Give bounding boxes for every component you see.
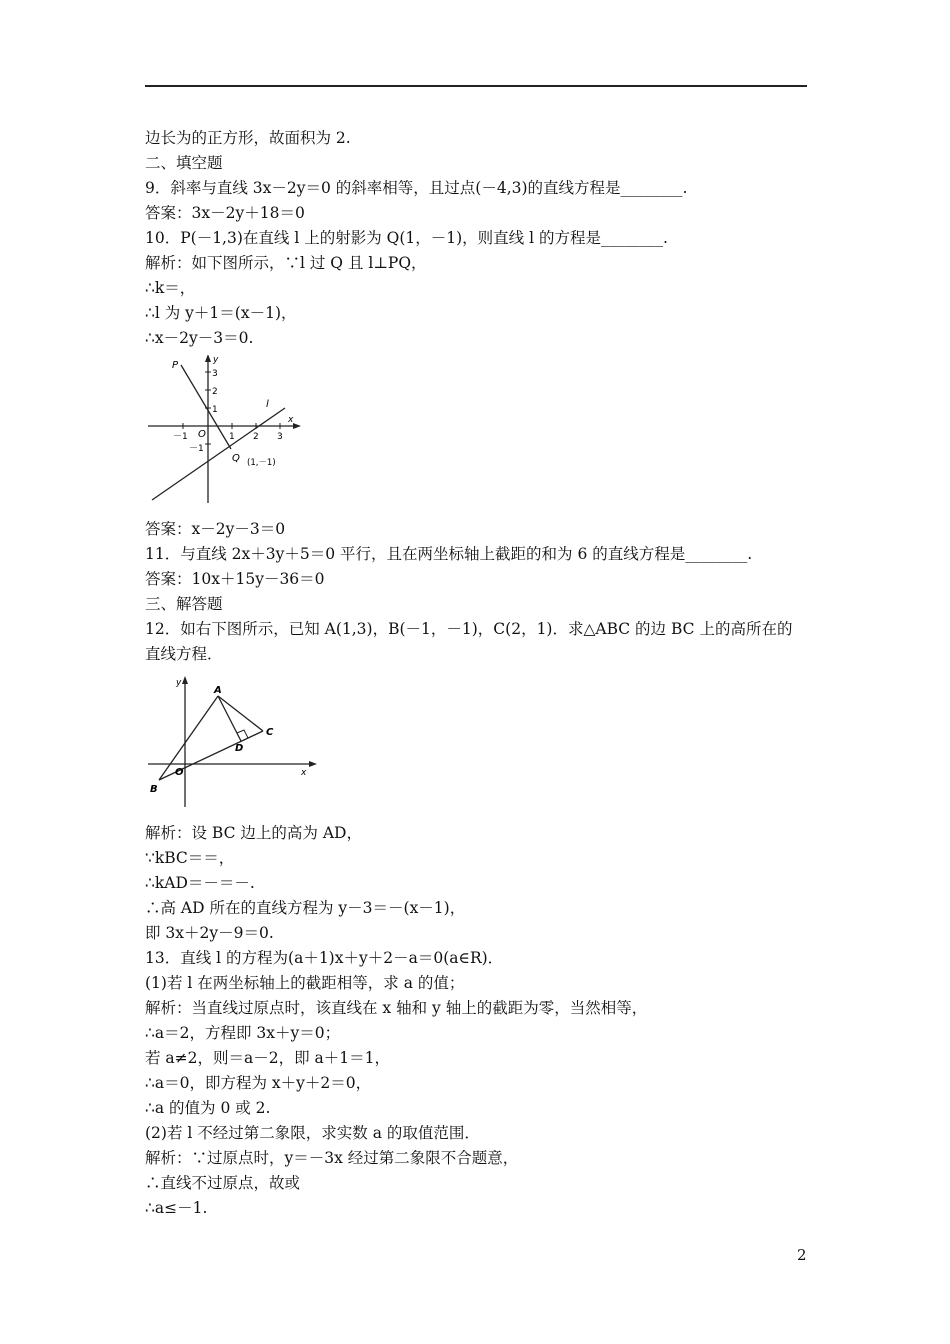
tick-label-xn1: －1: [173, 432, 188, 442]
y-axis-arrow: [182, 676, 188, 684]
label-x: x: [288, 415, 294, 425]
question-11: 11．与直线 2x＋3y＋5＝0 平行，且在两坐标轴上截距的和为 6 的直线方程是________.: [145, 545, 753, 563]
answer-9: 答案：3x－2y＋18＝0: [145, 204, 305, 222]
label-d: D: [235, 743, 244, 754]
x-axis-arrow: [309, 761, 317, 767]
tick-label-x3: 3: [277, 432, 283, 442]
question-9: 9．斜率与直线 3x－2y＝0 的斜率相等，且过点(－4,3)的直线方程是________.: [145, 179, 688, 197]
tick-label-y2: 2: [212, 387, 218, 397]
tick-label-yn1: －1: [189, 444, 204, 454]
side-ab: [159, 696, 218, 780]
analysis-10-line4: ∴x－2y－3＝0.: [145, 329, 254, 347]
page-number: 2: [797, 1246, 807, 1264]
altitude-ad: [218, 696, 241, 741]
figure-line-l-diagram: [145, 355, 305, 507]
analysis-13-2-line3: ∴a≤－1.: [145, 1199, 208, 1217]
tick-label-y3: 3: [212, 369, 218, 379]
line-l: [152, 408, 285, 500]
analysis-13-1-line4: ∴a＝0，即方程为 x＋y＋2＝0，: [145, 1074, 372, 1092]
analysis-13-1-line5: ∴a 的值为 0 或 2.: [145, 1099, 271, 1117]
page-content: [145, 126, 807, 1221]
question-12: 12．如右下图所示，已知 A(1,3)，B(－1，－1)，C(2，1)．求△ABC 的边 BC 上的高所在的直线方程．: [145, 620, 793, 663]
answer-10: 答案：x－2y－3＝0: [145, 520, 286, 538]
label-origin: O: [175, 767, 184, 778]
analysis-13-2-line2: ∴直线不过原点，故或: [145, 1174, 301, 1192]
label-p: P: [172, 360, 179, 371]
analysis-12-line3: ∴kAD＝－＝－.: [145, 874, 255, 892]
analysis-13-2-line1: 解析：∵过原点时，y＝－3x 经过第二象限不合题意，: [145, 1149, 519, 1167]
text-line: 边长为的正方形，故面积为 2.: [145, 129, 351, 147]
answer-11: 答案：10x＋15y－36＝0: [145, 570, 325, 588]
label-x: x: [301, 768, 307, 778]
analysis-10-line2: ∴k＝，: [145, 279, 196, 297]
x-axis-arrow: [293, 423, 301, 429]
label-q-coordinates: (1,－1): [247, 458, 276, 468]
analysis-12-line2: ∵kBC＝＝，: [145, 849, 235, 867]
tick-label-x1: 1: [229, 432, 235, 442]
question-13-part1: (1)若 l 在两坐标轴上的截距相等，求 a 的值；: [145, 974, 465, 992]
header-rule: [145, 85, 807, 87]
analysis-10-line3: ∴l 为 y＋1＝(x－1)，: [145, 304, 297, 322]
analysis-12-line4: ∴高 AD 所在的直线方程为 y－3＝－(x－1)，: [145, 899, 466, 917]
question-10: 10．P(－1,3)在直线 l 上的射影为 Q(1，－1)，则直线 l 的方程是________.: [145, 229, 668, 247]
analysis-12-line1: 解析：设 BC 边上的高为 AD，: [145, 824, 362, 842]
label-q: Q: [232, 453, 240, 464]
analysis-13-1-line1: 解析：当直线过原点时，该直线在 x 轴和 y 轴上的截距为零，当然相等，: [145, 999, 648, 1017]
segment-pq: [181, 365, 231, 449]
analysis-12-line5: 即 3x＋2y－9＝0.: [145, 924, 274, 942]
label-a: A: [214, 685, 222, 696]
label-b: B: [150, 784, 158, 795]
question-13: 13．直线 l 的方程为(a＋1)x＋y＋2－a＝0(a∈R)．: [145, 949, 504, 967]
figure-triangle-abc: [145, 671, 320, 813]
label-l: l: [266, 399, 269, 410]
section-heading-solve: 三、解答题: [145, 595, 223, 613]
label-y: y: [176, 678, 182, 688]
side-ac: [218, 696, 263, 731]
analysis-13-1-line2: ∴a＝2，方程即 3x＋y＝0；: [145, 1024, 341, 1042]
label-origin: O: [198, 429, 206, 440]
label-y: y: [213, 355, 219, 365]
question-13-part2: (2)若 l 不经过第二象限，求实数 a 的取值范围．: [145, 1124, 480, 1142]
label-c: C: [266, 727, 274, 738]
section-heading-fill-in: 二、填空题: [145, 154, 223, 172]
y-axis-arrow: [205, 355, 211, 362]
tick-label-y1: 1: [212, 405, 218, 415]
analysis-13-1-line3: 若 a≠2，则＝a－2，即 a＋1＝1，: [145, 1049, 391, 1067]
tick-label-x2: 2: [253, 432, 259, 442]
analysis-10-line1: 解析：如下图所示，∵l 过 Q 且 l⊥PQ，: [145, 254, 427, 272]
